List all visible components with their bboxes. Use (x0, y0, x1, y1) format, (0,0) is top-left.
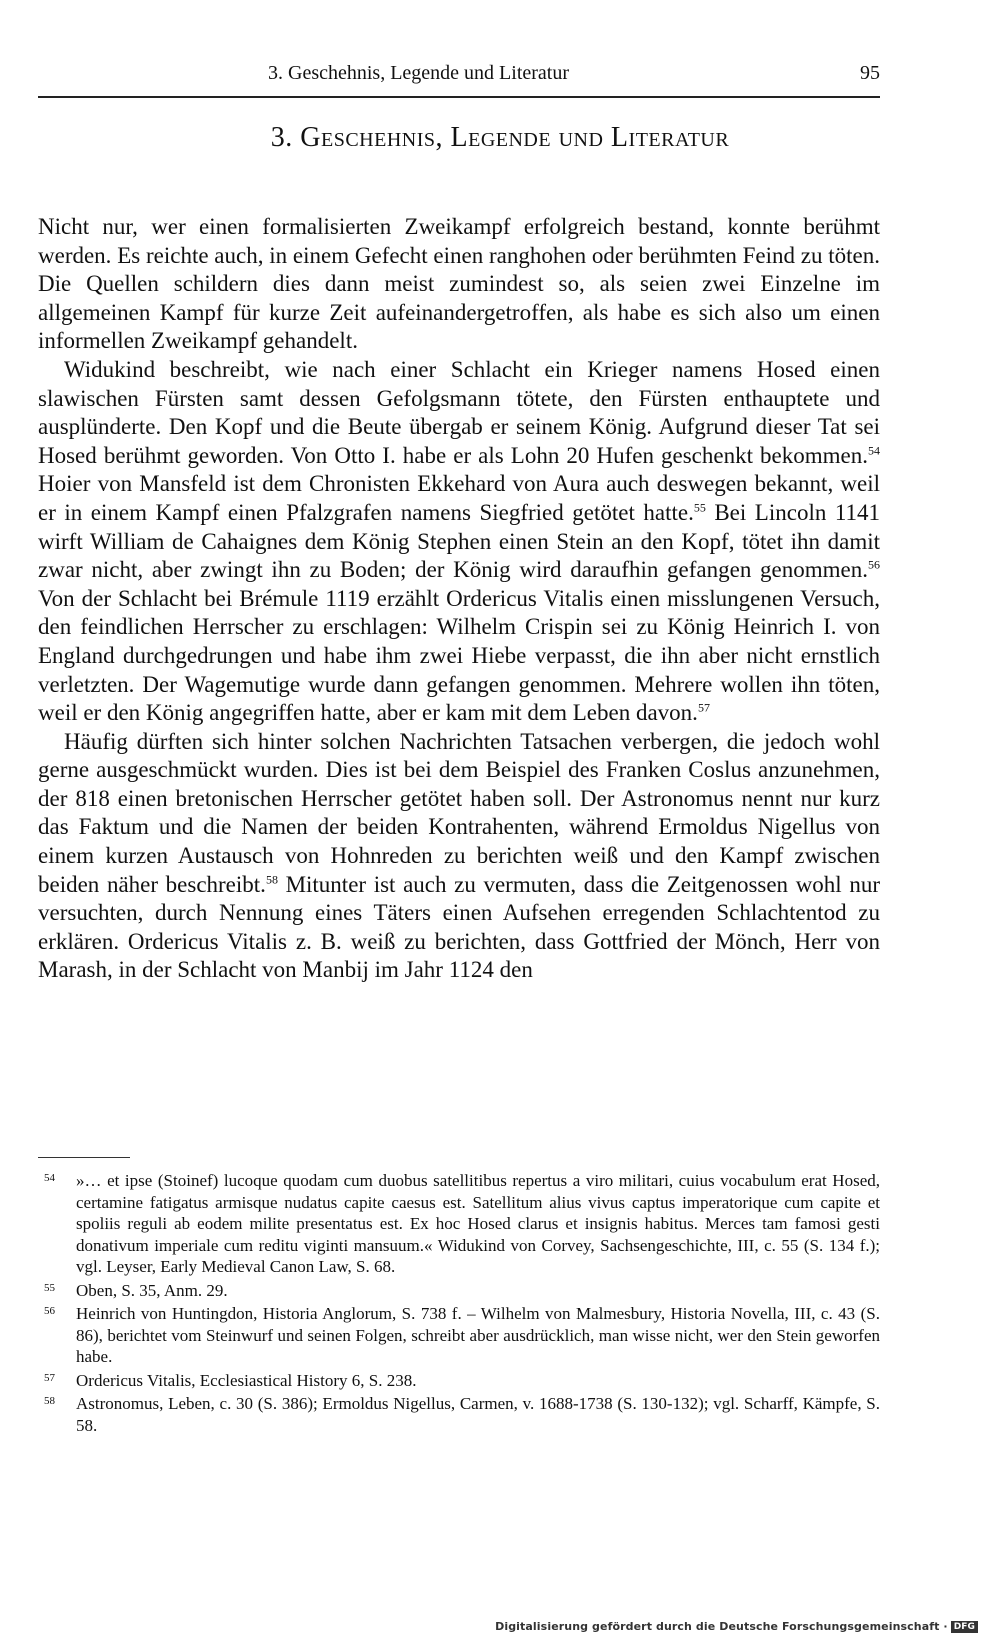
footnote (38, 1170, 880, 1278)
body-text (38, 213, 880, 985)
footnote-text: Heinrich von Huntingdon, Historia Anglorum, S. 738 f. – Wilhelm von Malmesbury, Historia Novella, III, c. 43 (S. 86), berichtet vom Steinwurf und seinen Folgen, schreibt aber ausdrücklich, man wisse nicht, wer den Stein geworfen habe. (76, 1304, 880, 1366)
footnote-number: 56 (44, 1305, 55, 1317)
footnote (38, 1280, 880, 1302)
footnote-reference: 57 (697, 700, 710, 715)
footnote-reference: 55 (693, 500, 706, 515)
paragraph-text: Hoier von Mansfeld ist dem Chronisten Ekkehard von Aura auch deswegen bekannt, weil er in einem Kampf einen Pfalzgrafen namens Siegfried getötet hatte. (38, 471, 880, 525)
body-paragraph (38, 728, 880, 985)
footnote-text: »… et ipse (Stoinef) lucoque quodam cum duobus satellitibus repertus a viro militari, cuius vocabulum erat Hosed, certamine fatigatus armisque nudatus capite caesus est. Satellitum alius vivus captus imperatorique cum capite et spoliis reguli ab eodem milite presentatus est. Ex hoc Hosed clarus et insignis habitus. Merces tam famosi gesti donativum imperiale cum reditu viginti mansuum.« Widukind von Corvey, Sachsengeschichte, III, c. 55 (S. 134 f.); vgl. Leyser, Early Medieval Canon Law, S. 68. (76, 1171, 880, 1276)
footnote (38, 1393, 880, 1436)
footnote-number: 55 (44, 1281, 55, 1294)
footnote-number: 58 (44, 1395, 55, 1407)
dfg-logo: DFG (951, 1621, 978, 1633)
footnote-number: 54 (44, 1172, 55, 1184)
footnote-divider (38, 1157, 130, 1158)
paragraph-text: Häufig dürften sich hinter solchen Nachrichten Tatsachen verbergen, die jedoch wohl gerne ausgeschmückt wurden. Dies ist bei dem Beispiel des Franken Coslus anzunehmen, der 818 einen bretonischen Herrscher getötet haben soll. Der Astronomus nennt nur kurz das Faktum und die Namen der beiden Kontrahenten, während Ermoldus Nigellus von einem kurzen Austausch von Hohnreden zu berichten weiß und den Kampf zwischen beiden näher beschreibt. (38, 728, 880, 897)
running-header (38, 58, 880, 98)
page-number: 95 (860, 62, 880, 84)
footnote (38, 1303, 880, 1368)
body-paragraph (38, 213, 880, 356)
paragraph-text: Von der Schlacht bei Brémule 1119 erzählt Ordericus Vitalis einen misslungenen Versuch, den feindlichen Herrscher zu erschlagen: Wilhelm Crispin sei zu König Heinrich I. von England durchgedrungen und habe ihm zwei Hiebe verpasst, die ihn aber nicht ernstlich verletzten. Der Wagemutige wurde dann gefangen genommen. Mehrere wollen ihn töten, weil er den König angegriffen hatte, aber er kam mit dem Leben davon. (38, 585, 880, 726)
footnote-text: Ordericus Vitalis, Ecclesiastical History 6, S. 238. (76, 1370, 417, 1390)
paragraph-text: Bei Lincoln 1141 wirft William de Cahaignes dem König Stephen einen Stein an den Kopf, tötet ihn damit zwar nicht, aber zwingt ihn zu Boden; der König wird daraufhin gefangen genommen. (38, 499, 880, 583)
running-title: 3. Geschehnis, Legende und Literatur (268, 62, 570, 84)
body-paragraph (38, 356, 880, 728)
paragraph-text: Mitunter ist auch zu vermuten, dass die Zeitgenossen wohl nur versuchten, durch Nennung eines Täters einen Aufsehen erregenden Schlachtentod zu erklären. Ordericus Vitalis z. B. weiß zu berichten, dass Gottfried der Mönch, Herr von Marash, in der Schlacht von Manbij im Jahr 1124 den (38, 871, 880, 983)
footnote-reference: 58 (265, 872, 278, 886)
digitization-credit (495, 1620, 978, 1633)
footnote-reference: 56 (868, 557, 880, 572)
footnote-text: Astronomus, Leben, c. 30 (S. 386); Ermoldus Nigellus, Carmen, v. 1688-1738 (S. 130-132); vgl. Scharff, Kämpfe, S. 58. (76, 1394, 880, 1435)
footnote (38, 1370, 880, 1392)
footnotes (38, 1170, 880, 1438)
footnote-number: 57 (44, 1371, 55, 1384)
footnote-reference: 54 (868, 443, 880, 458)
chapter-heading: 3. Geschehnis, Legende und Literatur (270, 122, 730, 153)
footnote-text: Oben, S. 35, Anm. 29. (76, 1280, 228, 1300)
paragraph-text: Widukind beschreibt, wie nach einer Schlacht ein Krieger namens Hosed einen slawischen Fürsten samt dessen Gefolgsmann tötete, den Fürsten enthauptete und ausplünderte. Den Kopf und die Beute übergab er seinem König. Aufgrund dieser Tat sei Hosed berühmt geworden. Von Otto I. habe er als Lohn 20 Hufen geschenkt bekommen. (38, 356, 880, 468)
paragraph-text: Nicht nur, wer einen formalisierten Zweikampf erfolgreich bestand, konnte berühmt werden. Es reichte auch, in einem Gefecht einen ranghohen oder berühmten Feind zu töten. Die Quellen schildern dies dann meist zumindest so, als seien zwei Einzelne im allgemeinen Kampf für kurze Zeit aufeinandergetroffen, als habe es sich also um einen informellen Zweikampf gehandelt. (38, 214, 880, 354)
credit-text: Digitalisierung gefördert durch die Deutsche Forschungsgemeinschaft · (495, 1620, 948, 1633)
